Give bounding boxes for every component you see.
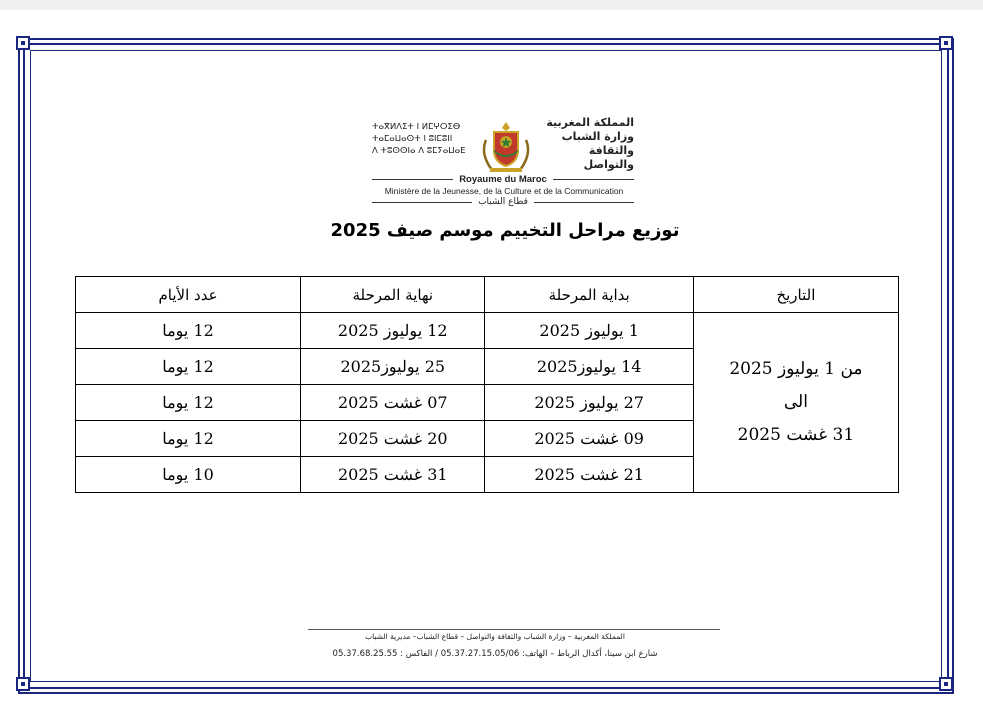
header-days: عدد الأيام	[76, 277, 301, 313]
phase-end: 07 غشت 2025	[301, 385, 485, 421]
tifinagh-line: ⵜⴰⵎⴰⵡⴰⵙⵜ ⵏ ⵓⵏⵎⵓⵏⵏ	[372, 134, 453, 144]
phase-days: 12 يوما	[76, 385, 301, 421]
tifinagh-header	[372, 121, 472, 157]
corner-ornament	[939, 677, 953, 691]
phase-start: 14 يوليوز2025	[485, 349, 693, 385]
kingdom-line	[372, 174, 634, 185]
date-range-from: من 1 يوليوز 2025	[729, 359, 863, 379]
header-end: نهاية المرحلة	[301, 277, 485, 313]
header-date: التاريخ	[693, 277, 898, 313]
phase-start: 27 يوليوز 2025	[485, 385, 693, 421]
phase-days: 10 يوما	[76, 457, 301, 493]
arabic-header-line: والثقافة والتواصل	[583, 144, 634, 171]
document-title: توزيع مراحل التخييم موسم صيف 2025	[330, 220, 680, 241]
camping-schedule-table	[75, 276, 899, 493]
table-header-row	[76, 277, 899, 313]
phase-start: 09 غشت 2025	[485, 421, 693, 457]
phase-days: 12 يوما	[76, 421, 301, 457]
kingdom-name: Royaume du Maroc	[459, 174, 547, 185]
tifinagh-line: ⴷ ⵜⵓⵙⵙⵏⴰ ⴷ ⵓⵎⵢⴰⵡⴰⴹ	[372, 146, 466, 156]
arabic-header-line: وزارة الشباب	[561, 130, 634, 143]
tifinagh-line: ⵜⴰⴳⵍⴷⵉⵜ ⵏ ⵍⵎⵖⵔⵉⴱ	[372, 122, 461, 132]
phase-end: 25 يوليوز2025	[301, 349, 485, 385]
arabic-header	[538, 116, 634, 172]
phase-start: 1 يوليوز 2025	[485, 313, 693, 349]
sector-line	[372, 197, 634, 207]
arabic-header-line: المملكة المغربية	[546, 116, 634, 129]
phase-start: 21 غشت 2025	[485, 457, 693, 493]
corner-ornament	[16, 36, 30, 50]
footer-divider	[308, 629, 720, 630]
footer-address-line-1: المملكة المغربية – وزارة الشباب والثقافة والتواصل – قطاع الشباب– مديرية الشباب	[365, 632, 625, 641]
corner-ornament	[939, 36, 953, 50]
moroccan-coat-of-arms-emblem	[478, 120, 534, 174]
footer-address-line-2: شارع ابن سينا، أكدال الرباط – الهاتف: 05.37.27.15.05/06 / الفاكس : 05.37.68.25.55	[332, 649, 658, 659]
phase-end: 20 غشت 2025	[301, 421, 485, 457]
date-range-end: 31 غشت 2025	[737, 425, 855, 445]
document-page	[0, 10, 983, 710]
table-row	[76, 313, 899, 349]
date-range-cell	[693, 313, 898, 493]
phase-days: 12 يوما	[76, 313, 301, 349]
phase-end: 12 يوليوز 2025	[301, 313, 485, 349]
sector-name: قطاع الشباب	[478, 197, 528, 207]
header-start: بداية المرحلة	[485, 277, 693, 313]
corner-ornament	[16, 677, 30, 691]
date-range-to-label: الى	[783, 392, 808, 412]
phase-end: 31 غشت 2025	[301, 457, 485, 493]
ministry-name: Ministère de la Jeunesse, de la Culture et de la Communication	[384, 186, 624, 196]
phase-days: 12 يوما	[76, 349, 301, 385]
